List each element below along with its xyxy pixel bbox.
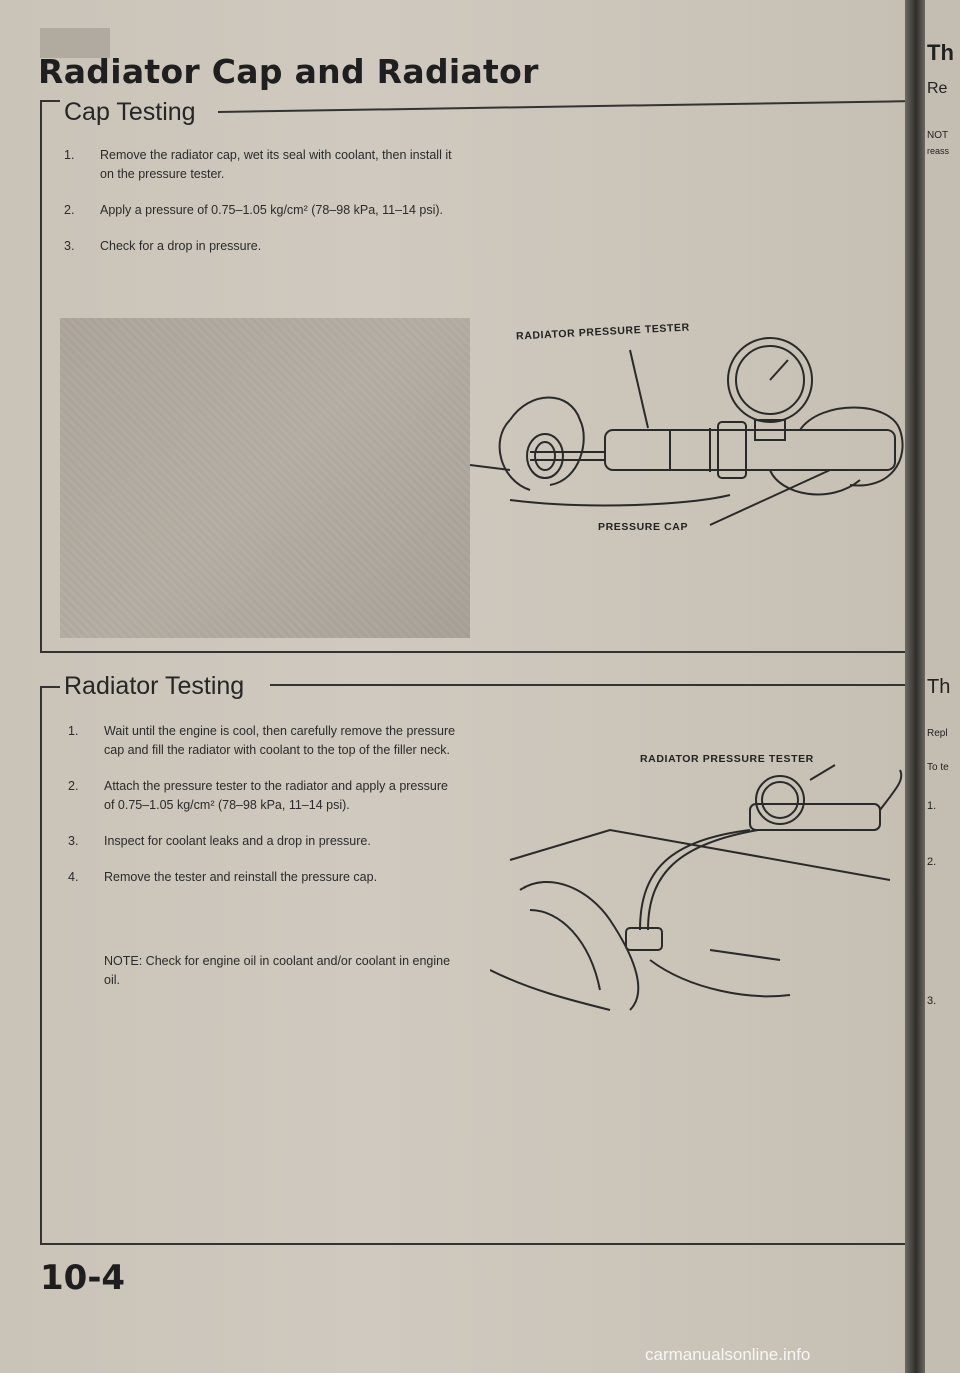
- adjacent-num-3: 3.: [927, 995, 937, 1007]
- adjacent-num-1: 1.: [927, 800, 937, 812]
- step-number: 2.: [64, 203, 75, 217]
- oil-coolant-note: NOTE: Check for engine oil in coolant and/or coolant in engine oil.: [104, 954, 451, 987]
- radiator-tester-callout: RADIATOR PRESSURE TESTER: [640, 753, 814, 765]
- cap-tester-callout: RADIATOR PRESSURE TESTER: [515, 321, 691, 343]
- adjacent-mid-b: To te: [927, 762, 949, 773]
- cap-testing-steps: [64, 146, 464, 273]
- radiator-step-4: [68, 868, 460, 887]
- watermark-text: carmanualsonline.info: [645, 1345, 811, 1364]
- radiator-testing-steps: [68, 722, 460, 904]
- cap-testing-frame-top-left: [40, 100, 60, 102]
- adjacent-mid-title: Th: [927, 676, 951, 698]
- step-text: Check for a drop in pressure.: [100, 239, 262, 253]
- radiator-testing-frame-top-left: [40, 686, 60, 688]
- adjacent-mid-a: Repl: [927, 728, 948, 739]
- adjacent-num-2: 2.: [927, 856, 937, 868]
- radiator-step-2: [68, 777, 460, 815]
- radiator-tester-illustration: [490, 760, 910, 1020]
- adjacent-note-b: reass: [927, 146, 950, 156]
- step-number: 2.: [68, 779, 79, 793]
- pressure-cap-callout: PRESSURE CAP: [598, 521, 689, 533]
- cap-step-3: [64, 237, 464, 256]
- step-text: Attach the pressure tester to the radiator and apply a pressure of 0.75–1.05 kg/cm² (78–98 kPa, 11–14 psi).: [104, 779, 448, 812]
- adjacent-top-sub: Re: [927, 80, 948, 97]
- radiator-step-1: [68, 722, 460, 760]
- cap-step-2: [64, 201, 464, 220]
- cap-step-1: [64, 146, 464, 184]
- step-number: 1.: [68, 724, 79, 738]
- step-number: 3.: [64, 239, 75, 253]
- cap-testing-frame-bottom: [40, 651, 910, 653]
- step-number: 3.: [68, 834, 79, 848]
- step-text: Apply a pressure of 0.75–1.05 kg/cm² (78–98 kPa, 11–14 psi).: [100, 203, 444, 217]
- page-title: Radiator Cap and Radiator: [38, 52, 539, 91]
- adjacent-note-a: NOT: [927, 130, 949, 141]
- step-text: Wait until the engine is cool, then carefully remove the pressure cap and fill the radiator with coolant to the top of the filler neck.: [104, 724, 456, 757]
- radiator-testing-frame-bottom: [40, 1243, 906, 1245]
- step-text: Inspect for coolant leaks and a drop in pressure.: [104, 834, 371, 848]
- book-gutter: [905, 0, 927, 1373]
- cap-tester-illustration: [470, 320, 910, 560]
- cap-testing-heading: Cap Testing: [64, 98, 196, 126]
- cap-testing-frame-left: [40, 100, 42, 652]
- step-text: Remove the tester and reinstall the pressure cap.: [104, 870, 378, 884]
- cap-testing-frame-top: [218, 100, 908, 113]
- faded-photo-area: [60, 318, 470, 638]
- radiator-step-3: [68, 832, 460, 851]
- page-number: 10-4: [40, 1258, 126, 1298]
- adjacent-top-title: Th: [927, 40, 954, 65]
- step-number: 4.: [68, 870, 79, 884]
- step-number: 1.: [64, 148, 75, 162]
- step-text: Remove the radiator cap, wet its seal with coolant, then install it on the pressure tester.: [100, 148, 452, 181]
- radiator-testing-frame-left: [40, 686, 42, 1244]
- radiator-testing-frame-top: [270, 684, 910, 686]
- radiator-testing-heading: Radiator Testing: [64, 672, 245, 700]
- adjacent-page-edge: [925, 0, 960, 1373]
